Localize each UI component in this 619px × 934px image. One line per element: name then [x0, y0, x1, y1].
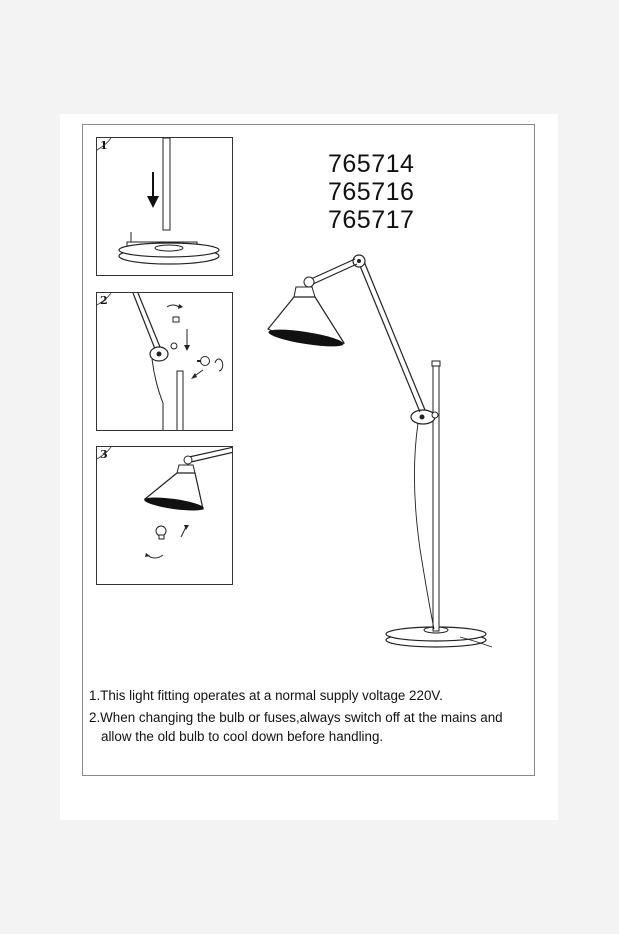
- floor-lamp-illustration: [260, 249, 500, 649]
- note-2-line-1: 2.When changing the bulb or fuses,always switch off at the mains and: [89, 710, 503, 725]
- step-3-panel: [96, 446, 233, 585]
- model-code: 765717: [328, 206, 415, 234]
- step-1-number: 1: [100, 139, 108, 152]
- model-code: 765716: [328, 178, 415, 206]
- step-3-number: 3: [100, 448, 108, 461]
- instruction-sheet: [60, 114, 558, 820]
- note-2-line-2: allow the old bulb to cool down before handling.: [101, 729, 384, 744]
- note-1: 1.This light fitting operates at a normal supply voltage 220V.: [89, 688, 443, 703]
- step-1-panel: [96, 137, 233, 276]
- step-1-illustration: [97, 138, 233, 276]
- down-arrow-icon: [184, 345, 190, 351]
- step-2-illustration: [97, 293, 233, 431]
- down-arrow-icon: [147, 196, 159, 208]
- step-3-illustration: [97, 447, 233, 585]
- step-2-panel: [96, 292, 233, 431]
- model-code: 765714: [328, 150, 415, 178]
- step-2-number: 2: [100, 294, 108, 307]
- safety-notes: [89, 686, 503, 749]
- model-codes: [328, 150, 414, 234]
